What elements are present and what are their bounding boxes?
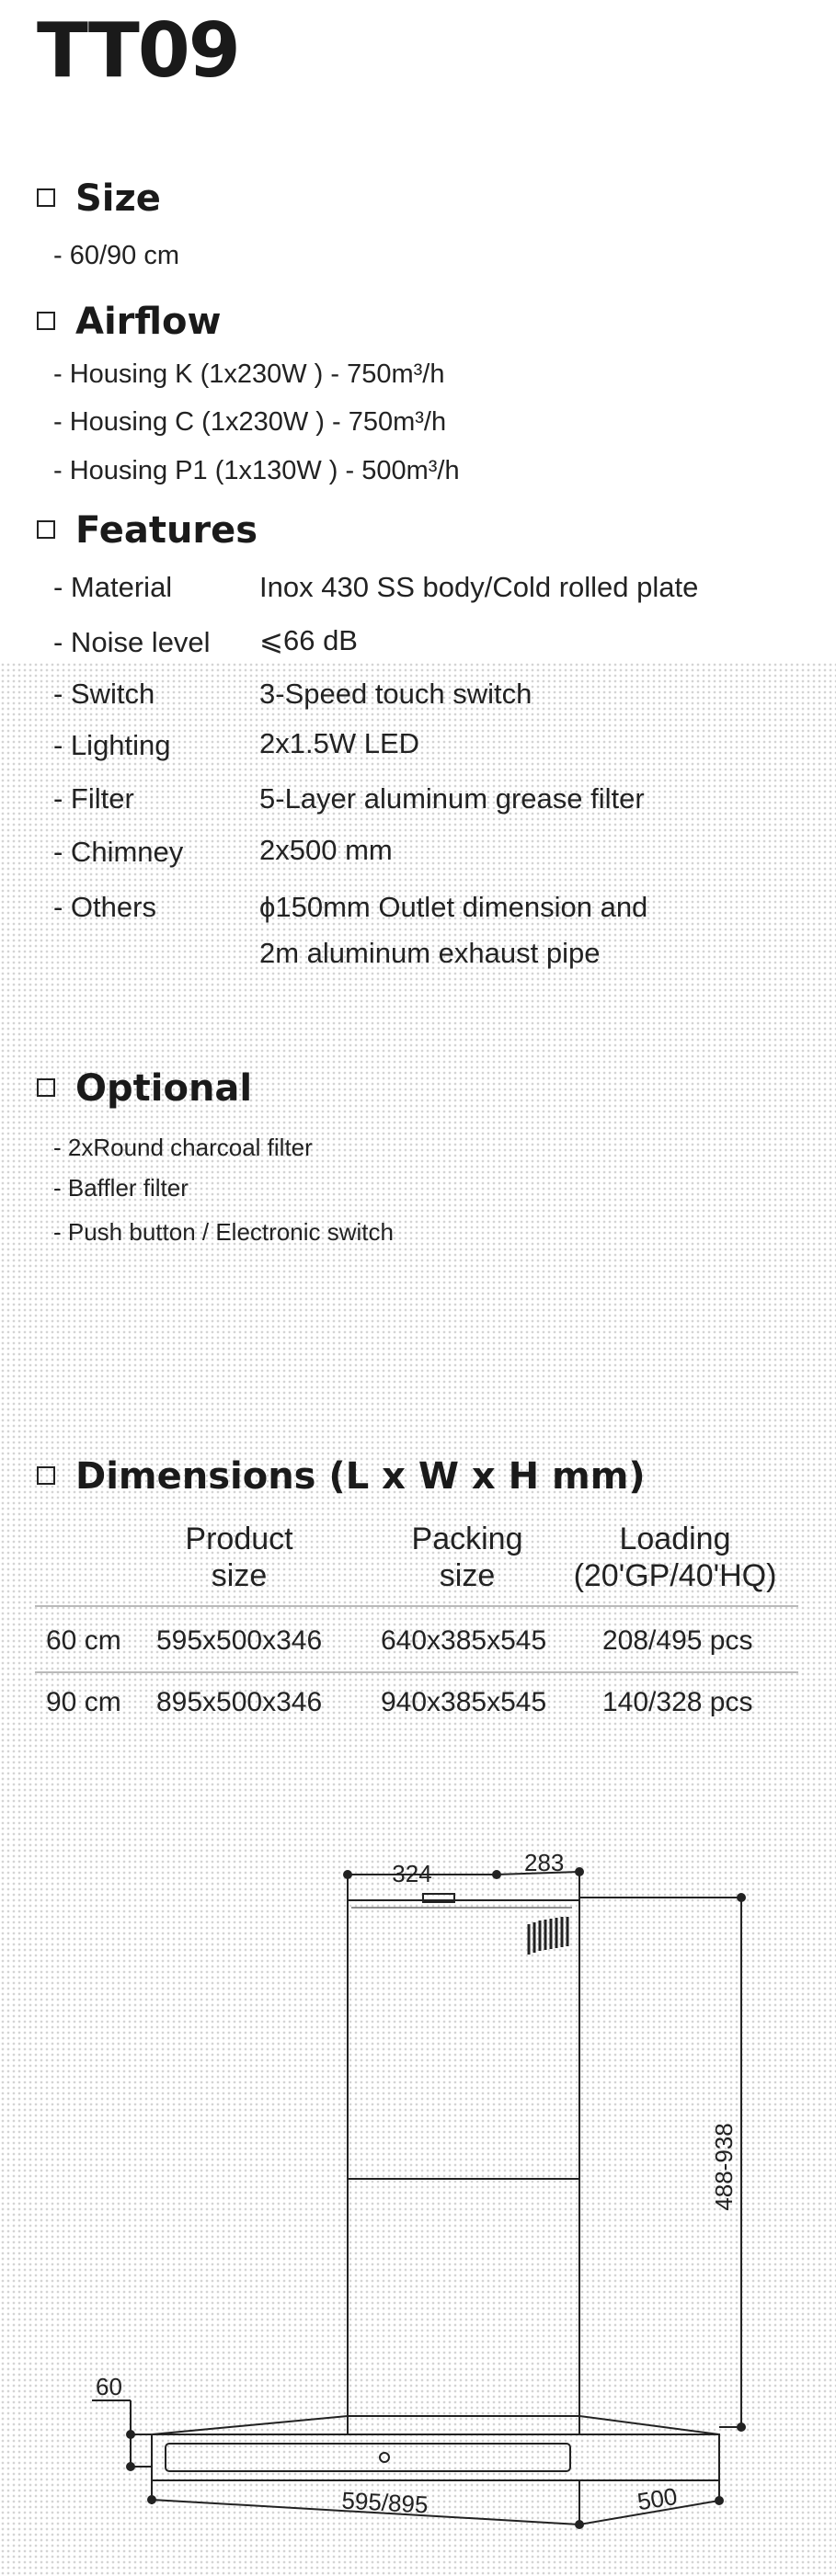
size-value: - 60/90 cm: [53, 241, 179, 270]
optional-item: - 2xRound charcoal filter: [53, 1134, 313, 1161]
feature-value-continued: 2m aluminum exhaust pipe: [259, 937, 601, 969]
model-title: TT09: [37, 7, 239, 95]
feature-label: - Filter: [53, 782, 134, 815]
optional-item: - Baffler filter: [53, 1174, 189, 1202]
feature-label: - Switch: [53, 678, 155, 710]
vent-grille-icon: [529, 1917, 567, 1955]
feature-value: ⩽66 dB: [259, 624, 358, 656]
features-heading: Features: [37, 508, 258, 553]
dimensions-heading: Dimensions (L x W x H mm): [37, 1454, 646, 1499]
feature-label: - Material: [53, 571, 173, 603]
table-cell-size: 60 cm: [46, 1625, 121, 1656]
label-depth-top: 283: [524, 1849, 565, 1876]
control-panel: [166, 2444, 570, 2471]
label-width-bottom: 595/895: [340, 2486, 429, 2519]
airflow-item: - Housing K (1x230W ) - 750m³/h: [53, 359, 445, 389]
size-heading: Size: [37, 177, 161, 221]
label-width-top: 324: [392, 1860, 432, 1887]
control-button-icon: [380, 2453, 389, 2462]
table-cell-product: 595x500x346: [156, 1625, 323, 1656]
feature-value: 2x500 mm: [259, 834, 393, 866]
airflow-item: - Housing C (1x230W ) - 750m³/h: [53, 407, 447, 437]
feature-label: - Noise level: [53, 626, 211, 658]
canopy-body: [152, 2434, 719, 2480]
column-header-product: Product size: [185, 1522, 293, 1593]
table-cell-packing: 640x385x545: [381, 1625, 547, 1656]
column-header-packing: Packing size: [411, 1522, 523, 1593]
table-cell-packing: 940x385x545: [381, 1687, 547, 1717]
dimension-line-thickness: [92, 2400, 152, 2470]
feature-value: 3-Speed touch switch: [259, 678, 533, 710]
feature-label: - Others: [53, 891, 156, 923]
airflow-heading: Airflow: [37, 300, 221, 344]
feature-value: 5-Layer aluminum grease filter: [259, 782, 645, 815]
canopy-top: [152, 2416, 719, 2434]
table-cell-loading: 140/328 pcs: [602, 1687, 753, 1717]
optional-heading: Optional: [37, 1066, 252, 1111]
feature-label: - Lighting: [53, 729, 171, 761]
table-cell-loading: 208/495 pcs: [602, 1625, 753, 1656]
label-height: 488-938: [710, 2123, 738, 2211]
feature-value: ϕ150mm Outlet dimension and: [259, 891, 648, 923]
label-canopy-thickness: 60: [96, 2373, 122, 2400]
table-cell-product: 895x500x346: [156, 1687, 323, 1717]
feature-label: - Chimney: [53, 836, 184, 868]
table-cell-size: 90 cm: [46, 1687, 121, 1717]
feature-value: Inox 430 SS body/Cold rolled plate: [259, 571, 699, 603]
airflow-item: - Housing P1 (1x130W ) - 500m³/h: [53, 456, 460, 485]
chimney-outline: [348, 1900, 579, 2434]
column-header-loading: Loading (20'GP/40'HQ): [573, 1522, 777, 1593]
label-depth-bottom: 500: [635, 2481, 680, 2516]
feature-value: 2x1.5W LED: [259, 727, 420, 759]
optional-item: - Push button / Electronic switch: [53, 1218, 394, 1246]
